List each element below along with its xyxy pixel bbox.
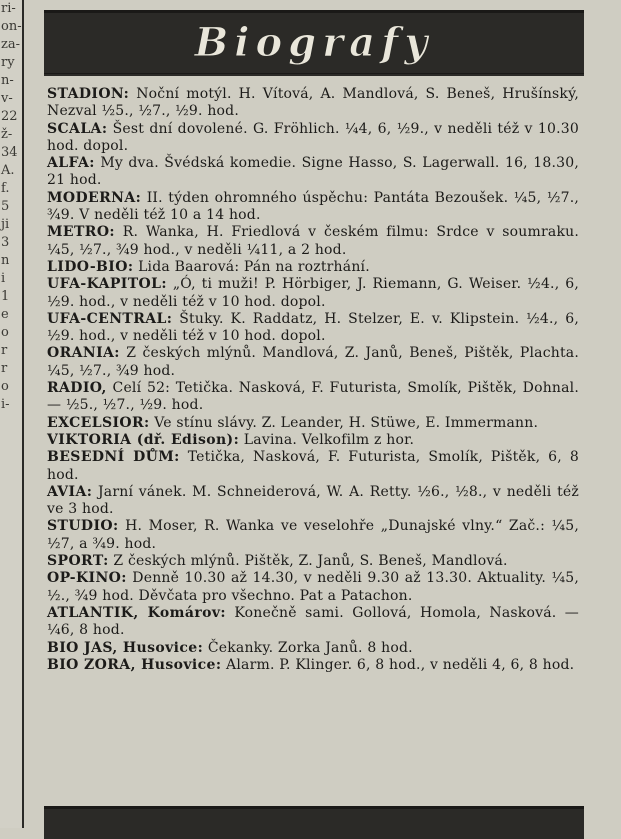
cinema-listings [47,86,579,674]
adjacent-column-text: 22 [1,109,18,124]
showing-details: Denně 10.30 až 14.30, v neděli 9.30 až 13.30. Aktuality. ¼5, ½., ¾9 hod. Děvčata pro všechno. Pat a Patachon. [47,570,579,604]
listing-entry [47,311,579,346]
showing-details: Alarm. P. Klinger. 6, 8 hod., v neděli 4, 6, 8 hod. [226,656,575,673]
listing-entry [47,224,579,259]
adjacent-column-text: 3 [1,235,10,250]
adjacent-column-text: v- [1,91,13,106]
showing-details: Celí 52: Tetička. Nasková, F. Futurista, Smolík, Pištěk, Dohnal. — ½5., ½7., ½9. hod. [47,380,580,414]
showing-details: Ve stínu slávy. Z. Leander, H. Stüwe, E. Immermann. [154,414,539,431]
showing-details: Šest dní dovolené. G. Fröhlich. ¼4, 6, ½9., v neděli též v 10.30 hod. dopol. [47,120,579,154]
listing-entry [47,86,579,121]
showing-details: R. Wanka, H. Friedlová v českém filmu: Srdce v soumraku. ¼5, ½7., ¾9 hod., v neděli ¼11, a 2 hod. [47,224,579,258]
venue-name: SCALA: [47,120,108,137]
adjacent-column-text: za- [1,37,20,52]
listing-entry [47,518,579,553]
venue-name: SPORT: [47,553,109,570]
showing-details: „Ó, ti muži! P. Hörbiger, J. Riemann, G. Weiser. ½4., 6, ½9. hod., v neděli též v 10 hod. dopol. [47,276,579,310]
adjacent-column-text: 34 [1,145,18,160]
listing-entry [47,449,579,484]
venue-name: ALFA: [47,155,95,172]
listing-entry [47,553,579,570]
listing-entry [47,570,579,605]
venue-name: EXCELSIOR: [47,414,150,431]
venue-name: MODERNA: [47,189,142,206]
showing-details: Konečně sami. Gollová, Homola, Nasková. — ¼6, 8 hod. [47,604,580,639]
showing-details: Lavina. Velkofilm z hor. [243,431,415,448]
listing-entry [47,432,579,449]
venue-name: RADIO, [47,380,107,397]
next-section-header-band [44,806,584,839]
listing-entry [47,155,579,190]
adjacent-column-text: 1 [1,289,10,304]
showing-details: Čekanky. Zorka Janů. 8 hod. [207,639,413,656]
adjacent-column-text: n [1,253,10,268]
adjacent-column-text: ji [1,217,10,232]
showing-details: Štuky. K. Raddatz, H. Stelzer, E. v. Klipstein. ½4., 6, ½9. hod., v neděli též v 10 hod. dopol. [47,310,579,345]
adjacent-column-text: r [1,343,8,358]
showing-details: My dva. Švédská komedie. Signe Hasso, S. Lagerwall. 16, 18.30, 21 hod. [47,155,579,189]
venue-name: METRO: [47,224,115,241]
header-rule [44,74,584,76]
listing-entry [47,121,579,156]
adjacent-column-text: r [1,361,8,376]
showing-details: Lida Baarová: Pán na roztrhání. [138,258,370,275]
venue-name: VIKTORIA (dř. Edison): [47,431,240,448]
showing-details: II. týden ohromného úspěchu: Pantáta Bezoušek. ¼5, ½7., ¾9. V neděli též 10 a 14 hod. [47,189,579,224]
adjacent-column-text: on- [1,19,22,34]
venue-name: STUDIO: [47,518,119,535]
adjacent-column-text: ž- [1,127,13,142]
adjacent-column-text: ry [1,55,15,70]
adjacent-column-text: n- [1,73,14,88]
adjacent-column-text: ri- [1,1,16,16]
showing-details: Jarní vánek. M. Schneiderová, W. A. Retty. ½6., ½8., v neděli též ve 3 hod. [47,483,579,518]
venue-name: LIDO-BIO: [47,258,134,275]
venue-name: AVIA: [47,483,93,500]
adjacent-column-text: e [1,307,9,322]
section-title: Biografy [194,19,434,66]
showing-details: Z českých mlýnů. Pištěk, Z. Janů, S. Beneš, Mandlová. [113,553,508,570]
adjacent-column-text: f. [1,181,10,196]
showing-details: Z českých mlýnů. Mandlová, Z. Janů, Beneš, Pištěk, Plachta. ¼5, ½7., ¾9 hod. [47,345,579,379]
listing-entry [47,190,579,225]
adjacent-column-text: i- [1,397,10,412]
venue-name: STADION: [47,86,130,102]
listing-entry [47,640,579,657]
listing-entry [47,345,579,380]
venue-name: OP-KINO: [47,570,127,587]
listing-entry [47,415,579,432]
adjacent-column-fragment [0,0,24,828]
venue-name: BESEDNÍ DŮM: [47,449,180,466]
adjacent-column-text: i [1,271,6,286]
showing-details: Noční motýl. H. Vítová, A. Mandlová, S. Beneš, Hrušínský, Nezval ½5., ½7., ½9. hod. [47,86,580,120]
venue-name: UFA-KAPITOL: [47,276,167,293]
showing-details: Tetička, Nasková, F. Futurista, Smolík, Pištěk, 6, 8 hod. [47,449,579,483]
adjacent-column-text: o [1,379,9,394]
listing-entry [47,276,579,311]
section-header-band [44,10,584,76]
listing-entry [47,380,579,415]
venue-name: BIO ZORA, Husovice: [47,656,222,673]
adjacent-column-text: o [1,325,9,340]
listing-entry [47,484,579,519]
venue-name: ATLANTIK, Komárov: [47,604,226,621]
showing-details: H. Moser, R. Wanka ve veselohře „Dunajské vlny.“ Zač.: ¼5, ½7, a ¾9. hod. [47,518,579,552]
venue-name: UFA-CENTRAL: [47,310,173,327]
listing-entry [47,259,579,276]
listing-entry [47,657,579,674]
venue-name: ORANIA: [47,345,120,362]
venue-name: BIO JAS, Husovice: [47,639,204,656]
listing-entry [47,605,579,640]
adjacent-column-text: A. [1,163,15,178]
adjacent-column-text: 5 [1,199,10,214]
